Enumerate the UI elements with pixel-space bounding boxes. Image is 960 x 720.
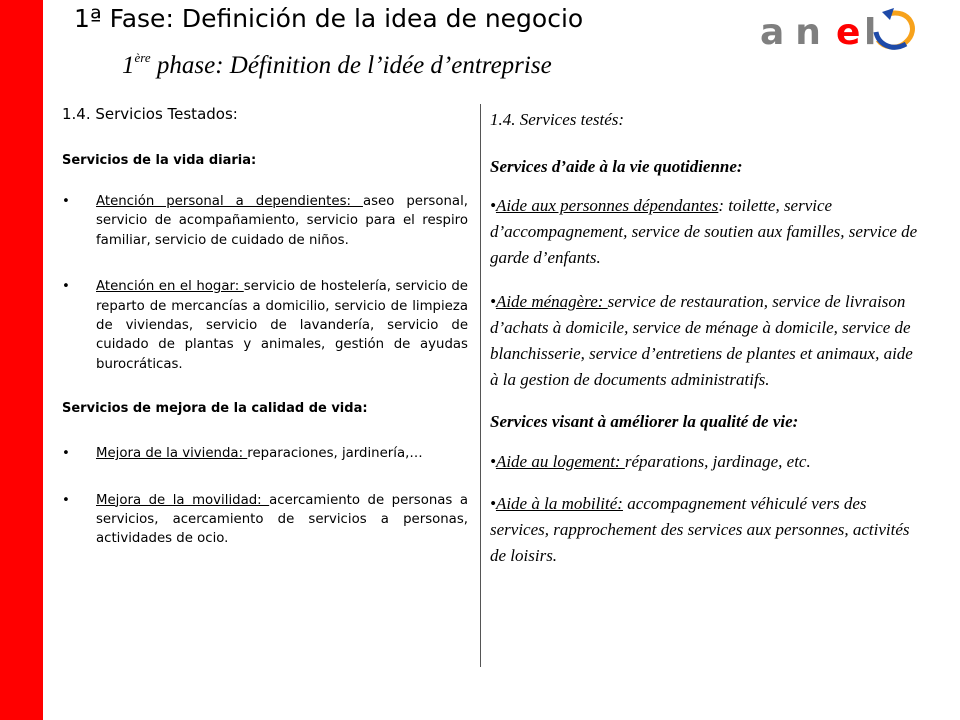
es-item3-text: reparaciones, jardinería,… [247, 446, 423, 462]
fr-item3-label: Aide au logement: [495, 452, 625, 471]
es-section-quality-of-life: Servicios de mejora de la calidad de vida: [62, 401, 368, 417]
es-item2-text: servicio de hostelería, servicio de reparto de mercancías a domicilio, servicio de limpieza de viviendas, servicio de lavandería, servicio de cuidado de plantas y animales, gestión de ayudas burocráticas. [96, 279, 468, 372]
list-item: •Aide au logement: réparations, jardinage, etc. [490, 452, 811, 471]
list-item: •Aide à la mobilité: accompagnement véhiculé vers des services, rapprochement des services aux personnes, activités de loisirs. [490, 494, 910, 565]
list-item [62, 192, 468, 250]
title-fr-text: phase: Définition de l’idée d’entreprise [150, 52, 552, 79]
list-item [62, 444, 468, 463]
es-section-daily-life: Servicios de la vida diaria: [62, 153, 257, 168]
es-item4-text: acercamiento de personas a servicios, acercamiento de servicios a personas, actividades de ocio. [96, 492, 468, 547]
fr-item2-text: service de restauration, service de livraison d’achats à domicile, service de ménage à domicile, service de blanchisserie, service d’entretiens de plantes et animaux, aide à la gestion de documents administratifs. [490, 292, 913, 389]
slide-title-spanish: 1ª Fase: Definición de la idea de negocio [74, 4, 584, 33]
svg-text:l: l [864, 12, 877, 53]
title-fr-superscript: ère [134, 50, 151, 65]
fr-item4-label: Aide à la mobilité: [495, 494, 623, 513]
es-heading: 1.4. Servicios Testados: [62, 105, 238, 123]
svg-text:an: an [760, 12, 832, 53]
svg-text:e: e [836, 12, 861, 53]
es-item1-label: Atención personal a dependientes: [96, 194, 363, 209]
list-item: •Aide ménagère: service de restauration, service de livraison d’achats à domicile, service de ménage à domicile, service de blanchisserie, service d’entretiens de plantes et animaux, aide à la gestion de documents administratifs. [490, 292, 913, 389]
title-fr-number: 1 [122, 52, 135, 79]
left-accent-bar [0, 0, 43, 720]
french-column [490, 110, 922, 569]
fr-item3-text: réparations, jardinage, etc. [624, 452, 811, 471]
list-item [62, 277, 468, 374]
es-item2-label: Atención en el hogar: [96, 279, 244, 295]
column-divider [480, 104, 481, 667]
list-item: •Aide aux personnes dépendantes: toilette, service d’accompagnement, service de soutien aux familles, service de garde d’enfants. [490, 196, 918, 267]
list-item [62, 491, 468, 549]
es-item1-text: aseo personal, servicio de acompañamiento, servicio para el respiro familiar, servicio de cuidado de niños. [96, 194, 468, 248]
fr-section-daily-life: Services d’aide à la vie quotidienne: [490, 157, 743, 176]
fr-item1-text: : toilette, service d’accompagnement, service de soutien aux familles, service de garde d’enfants. [490, 196, 918, 267]
anel-logo [760, 2, 920, 62]
es-item3-label: Mejora de la vivienda: [96, 446, 248, 462]
spanish-column [62, 104, 468, 549]
fr-item4-text: accompagnement véhiculé vers des services, rapprochement des services aux personnes, activités de loisirs. [490, 494, 910, 565]
slide-title-french [122, 52, 552, 80]
fr-item1-label: Aide aux personnes dépendantes [495, 196, 719, 215]
fr-section-quality-of-life: Services visant à améliorer la qualité de vie: [490, 412, 799, 431]
es-list-daily-life [62, 192, 468, 374]
fr-item2-label: Aide ménagère: [495, 292, 608, 311]
es-item4-label: Mejora de la movilidad: [96, 492, 270, 508]
es-list-quality-of-life [62, 444, 468, 549]
fr-heading: 1.4. Services testés: [490, 110, 625, 129]
